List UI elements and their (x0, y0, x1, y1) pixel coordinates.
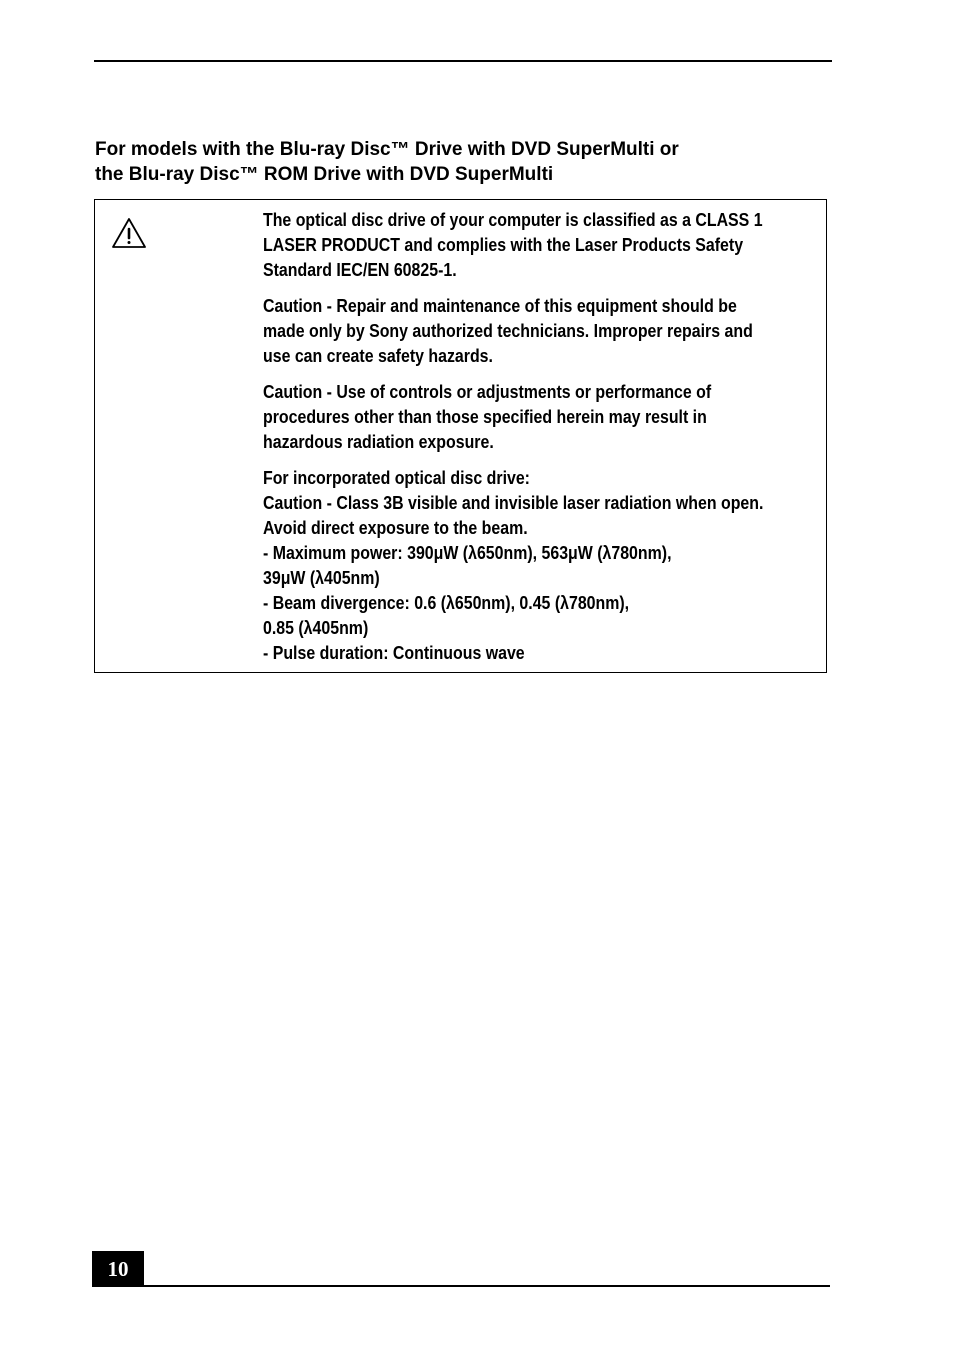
heading-line-1: For models with the Blu-ray Disc™ Drive with DVD SuperMulti or (95, 139, 679, 160)
notice-line: Caution - Repair and maintenance of this equipment should be (263, 295, 737, 316)
notice-line: For incorporated optical disc drive: (263, 467, 530, 488)
notice-paragraph-2 (263, 293, 824, 368)
notice-line: 0.85 (λ405nm) (263, 617, 369, 638)
heading-line-2: the Blu-ray Disc™ ROM Drive with DVD SuperMulti (95, 164, 554, 185)
warning-triangle-icon (111, 217, 147, 249)
notice-line: 39μW (λ405nm) (263, 567, 380, 588)
bottom-rule (92, 1285, 830, 1287)
notice-line: Caution - Use of controls or adjustments or performance of (263, 381, 712, 402)
notice-line: The optical disc drive of your computer is classified as a CLASS 1 (263, 209, 763, 230)
notice-line: Caution - Class 3B visible and invisible laser radiation when open. (263, 492, 764, 513)
notice-paragraph-1 (263, 207, 824, 282)
notice-text (263, 207, 764, 676)
notice-line: Avoid direct exposure to the beam. (263, 517, 528, 538)
notice-line: Standard IEC/EN 60825-1. (263, 259, 457, 280)
section-heading (95, 137, 815, 187)
notice-line: made only by Sony authorized technicians. Improper repairs and (263, 320, 753, 341)
notice-line: - Pulse duration: Continuous wave (263, 642, 525, 663)
notice-line: - Beam divergence: 0.6 (λ650nm), 0.45 (λ780nm), (263, 592, 630, 613)
top-rule (94, 60, 832, 62)
notice-line: use can create safety hazards. (263, 345, 493, 366)
page-number: 10 (92, 1251, 144, 1287)
laser-notice-box (94, 199, 827, 673)
notice-line: hazardous radiation exposure. (263, 431, 494, 452)
notice-paragraph-3 (263, 379, 824, 454)
notice-line: LASER PRODUCT and complies with the Laser Products Safety (263, 234, 744, 255)
notice-line: procedures other than those specified herein may result in (263, 406, 707, 427)
notice-paragraph-4 (263, 465, 824, 665)
notice-line: - Maximum power: 390μW (λ650nm), 563μW (λ780nm), (263, 542, 672, 563)
